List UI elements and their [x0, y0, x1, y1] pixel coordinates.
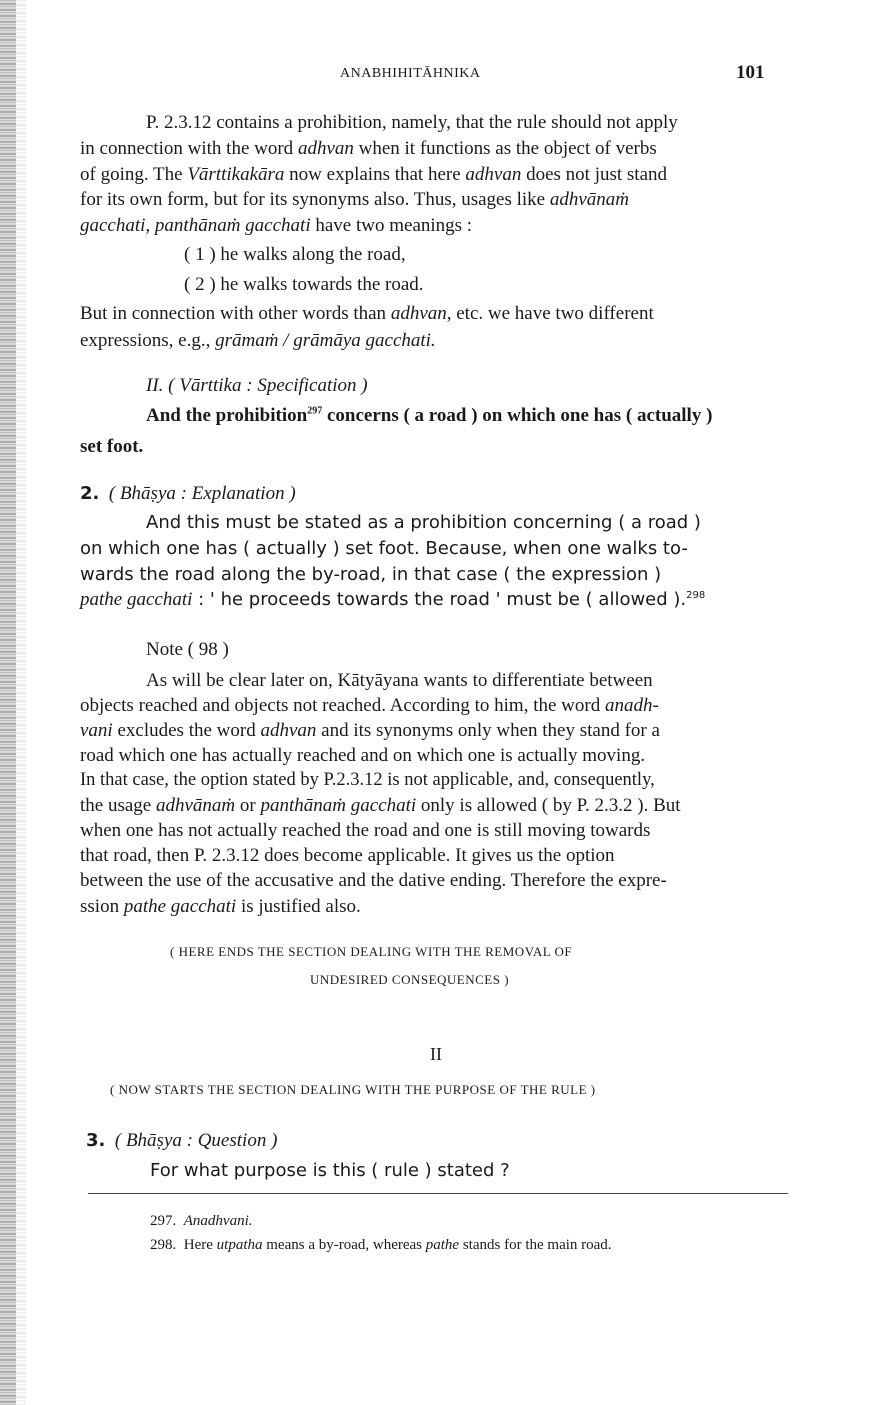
vartika-line1: And the prohibition$^{297}$ concerns ( a road ) on which one has ( actually ) [146, 405, 713, 426]
para1-line6: But in connection with other words than adhvan, etc. we have two different [80, 303, 654, 324]
sec3-line1: For what purpose is this ( rule ) stated ? [150, 1160, 510, 1181]
section-2-title: ( NOW STARTS THE SECTION DEALING WITH THE PURPOSE OF THE RULE ) [110, 1082, 596, 1097]
vartika-heading: II. ( Vārttika : Specification ) [146, 375, 368, 396]
book-binding-shadow [16, 0, 26, 1405]
sec2-line2: on which one has ( actually ) set foot. Because, when one walks to- [80, 538, 688, 559]
book-binding-edge [0, 0, 16, 1405]
section-2-numeral: II [430, 1044, 442, 1064]
sec2-line4: pathe gacchati : ' he proceeds towards the road ' must be ( allowed ).$^{298}$ [80, 589, 706, 610]
para1-line2: in connection with the word adhvan when it functions as the object of verbs [80, 138, 657, 159]
note-line9: between the use of the accusative and the dative ending. Therefore the expre- [80, 870, 667, 891]
section-end-line2: UNDESIRED CONSEQUENCES ) [310, 972, 510, 987]
note-line3: vani excludes the word adhvan and its synonyms only when they stand for a [80, 720, 660, 741]
note-line7: when one has not actually reached the road and one is still moving towards [80, 820, 651, 841]
meaning-2: ( 2 ) he walks towards the road. [184, 274, 424, 295]
note-line10: ssion pathe gacchati is justified also. [80, 896, 361, 917]
note-line1: As will be clear later on, Kātyāyana wants to differentiate between [146, 670, 653, 691]
para1-line4: for its own form, but for its synonyms also. Thus, usages like adhvānaṁ [80, 189, 630, 210]
para1-line1: P. 2.3.12 contains a prohibition, namely, that the rule should not apply [146, 112, 678, 133]
footnote-rule [88, 1193, 788, 1194]
vartika-line2: set foot. [80, 436, 144, 457]
section-3-heading: 3. ( Bhāṣya : Question ) [86, 1130, 278, 1151]
para1-line5: gacchati, panthānaṁ gacchati have two meanings : [80, 215, 473, 236]
note-line8: that road, then P. 2.3.12 does become applicable. It gives us the option [80, 845, 615, 866]
footnote-297: 297. Anadhvani. [150, 1213, 253, 1229]
note-line2: objects reached and objects not reached. According to him, the word anadh- [80, 695, 659, 716]
meaning-1: ( 1 ) he walks along the road, [184, 244, 406, 265]
section-end-line1: ( HERE ENDS THE SECTION DEALING WITH THE REMOVAL OF [170, 944, 573, 959]
note-line5: In that case, the option stated by P.2.3.12 is not applicable, and, consequently, [80, 770, 655, 790]
footnote-298: 298. Here utpatha means a by-road, whereas pathe stands for the main road. [150, 1237, 612, 1253]
sec2-line3: wards the road along the by-road, in that case ( the expression ) [80, 564, 662, 585]
note-heading: Note ( 98 ) [146, 639, 229, 660]
para1-line3: of going. The Vārttikakāra now explains that here adhvan does not just stand [80, 164, 668, 185]
note-line6: the usage adhvānaṁ or panthānaṁ gacchati only is allowed ( by P. 2.3.2 ). But [80, 795, 681, 816]
note-line4: road which one has actually reached and on which one is actually moving. [80, 745, 646, 766]
page-number: 101 [736, 62, 765, 83]
sec2-line1: And this must be stated as a prohibition concerning ( a road ) [146, 512, 701, 533]
para1-line7: expressions, e.g., grāmaṁ / grāmāya gacchati. [80, 330, 436, 351]
running-header: ANABHIHITĀHNIKA [340, 66, 481, 81]
section-2-heading: 2. ( Bhāṣya : Explanation ) [80, 483, 296, 504]
